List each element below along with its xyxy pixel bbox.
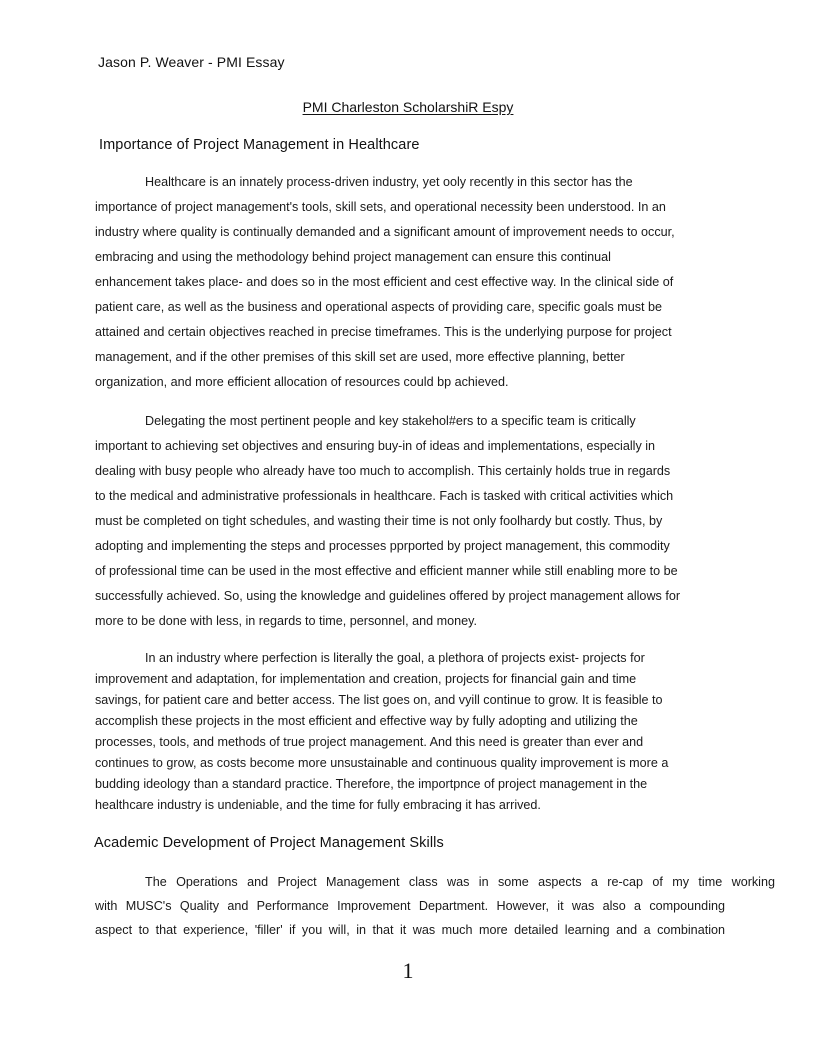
paragraph-line: healthcare industry is undeniable, and the time for fully embracing it has arrived. (95, 798, 541, 812)
paragraph-line: attained and certain objectives reached in precise timeframes. This is the underlying purpose for project (95, 325, 672, 339)
paragraph-line: successfully achieved. So, using the knowledge and guidelines offered by project management allows for (95, 589, 681, 603)
paragraph-line: must be completed on tight schedules, and wasting their time is not only foolhardy but costly. Thus, by (95, 514, 663, 528)
paragraph-line: continues to grow, as costs become more unsustainable and continuous quality improvement is more a (95, 756, 669, 770)
paragraph-line: management, and if the other premises of this skill set are used, more effective planning, better (95, 350, 625, 364)
paragraph-1 (95, 170, 725, 395)
paragraph-line: Healthcare is an innately process-driven industry, yet ooly recently in this sector has the (145, 175, 633, 189)
paragraph-line: In an industry where perfection is literally the goal, a plethora of projects exist- projects for (145, 651, 645, 665)
paragraph-4 (95, 870, 775, 942)
paragraph-line: important to achieving set objectives and ensuring buy-in of ideas and implementations, especially in (95, 439, 656, 453)
section-heading-academic: Academic Development of Project Management Skills (94, 835, 444, 851)
paragraph-line: patient care, as well as the business and operational aspects of providing care, specific goals must be (95, 300, 663, 314)
paragraph-line: budding ideology than a standard practice. Therefore, the importpnce of project management in the (95, 777, 648, 791)
paragraph-line: enhancement takes place- and does so in the most efficient and cest effective way. In the clinical side of (95, 275, 674, 289)
paragraph-line: organization, and more efficient allocation of resources could bp achieved. (95, 375, 509, 389)
page-number: 1 (402, 958, 414, 983)
paragraph-line: more to be done with less, in regards to time, personnel, and money. (95, 614, 477, 628)
paragraph-line: savings, for patient care and better access. The list goes on, and vyill continue to grow. It is feasible to (95, 693, 663, 707)
author-header: Jason P. Weaver - PMI Essay (98, 54, 285, 70)
document-title-text: PMI Charleston ScholarshiR Espy (302, 99, 514, 115)
paragraph-line: Delegating the most pertinent people and key stakehol#ers to a specific team is critically (145, 414, 636, 428)
paragraph-line: dealing with busy people who already have too much to accomplish. This certainly holds true in regards (95, 464, 671, 478)
paragraph-line: industry where quality is continually demanded and a significant amount of improvement needs to occur, (95, 225, 675, 239)
paragraph-line: accomplish these projects in the most efficient and effective way by fully adopting and utilizing the (95, 714, 638, 728)
paragraph-line: The Operations and Project Management class was in some aspects a re-cap of my time working (145, 875, 775, 889)
section-heading-importance: Importance of Project Management in Healthcare (99, 137, 420, 153)
document-title (0, 99, 816, 115)
paragraph-line: to the medical and administrative professionals in healthcare. Fach is tasked with critical activities which (95, 489, 674, 503)
paragraph-line: of professional time can be used in the most effective and efficient manner while still enabling more to be (95, 564, 678, 578)
paragraph-line: embracing and using the methodology behind project management can ensure this continual (95, 250, 611, 264)
paragraph-line: processes, tools, and methods of true project management. And this need is greater than ever and (95, 735, 644, 749)
paragraph-2 (95, 409, 725, 634)
paragraph-line: importance of project management's tools, skill sets, and operational necessity been understood. In an (95, 200, 666, 214)
paragraph-line: adopting and implementing the steps and processes pprported by project management, this commodity (95, 539, 670, 553)
paragraph-line: aspect to that experience, 'filler' if you will, in that it was much more detailed learning and a combination (95, 923, 725, 937)
paragraph-line: improvement and adaptation, for implementation and creation, projects for financial gain and time (95, 672, 637, 686)
paragraph-line: with MUSC's Quality and Performance Improvement Department. However, it was also a compounding (95, 899, 725, 913)
paragraph-3 (95, 648, 725, 816)
